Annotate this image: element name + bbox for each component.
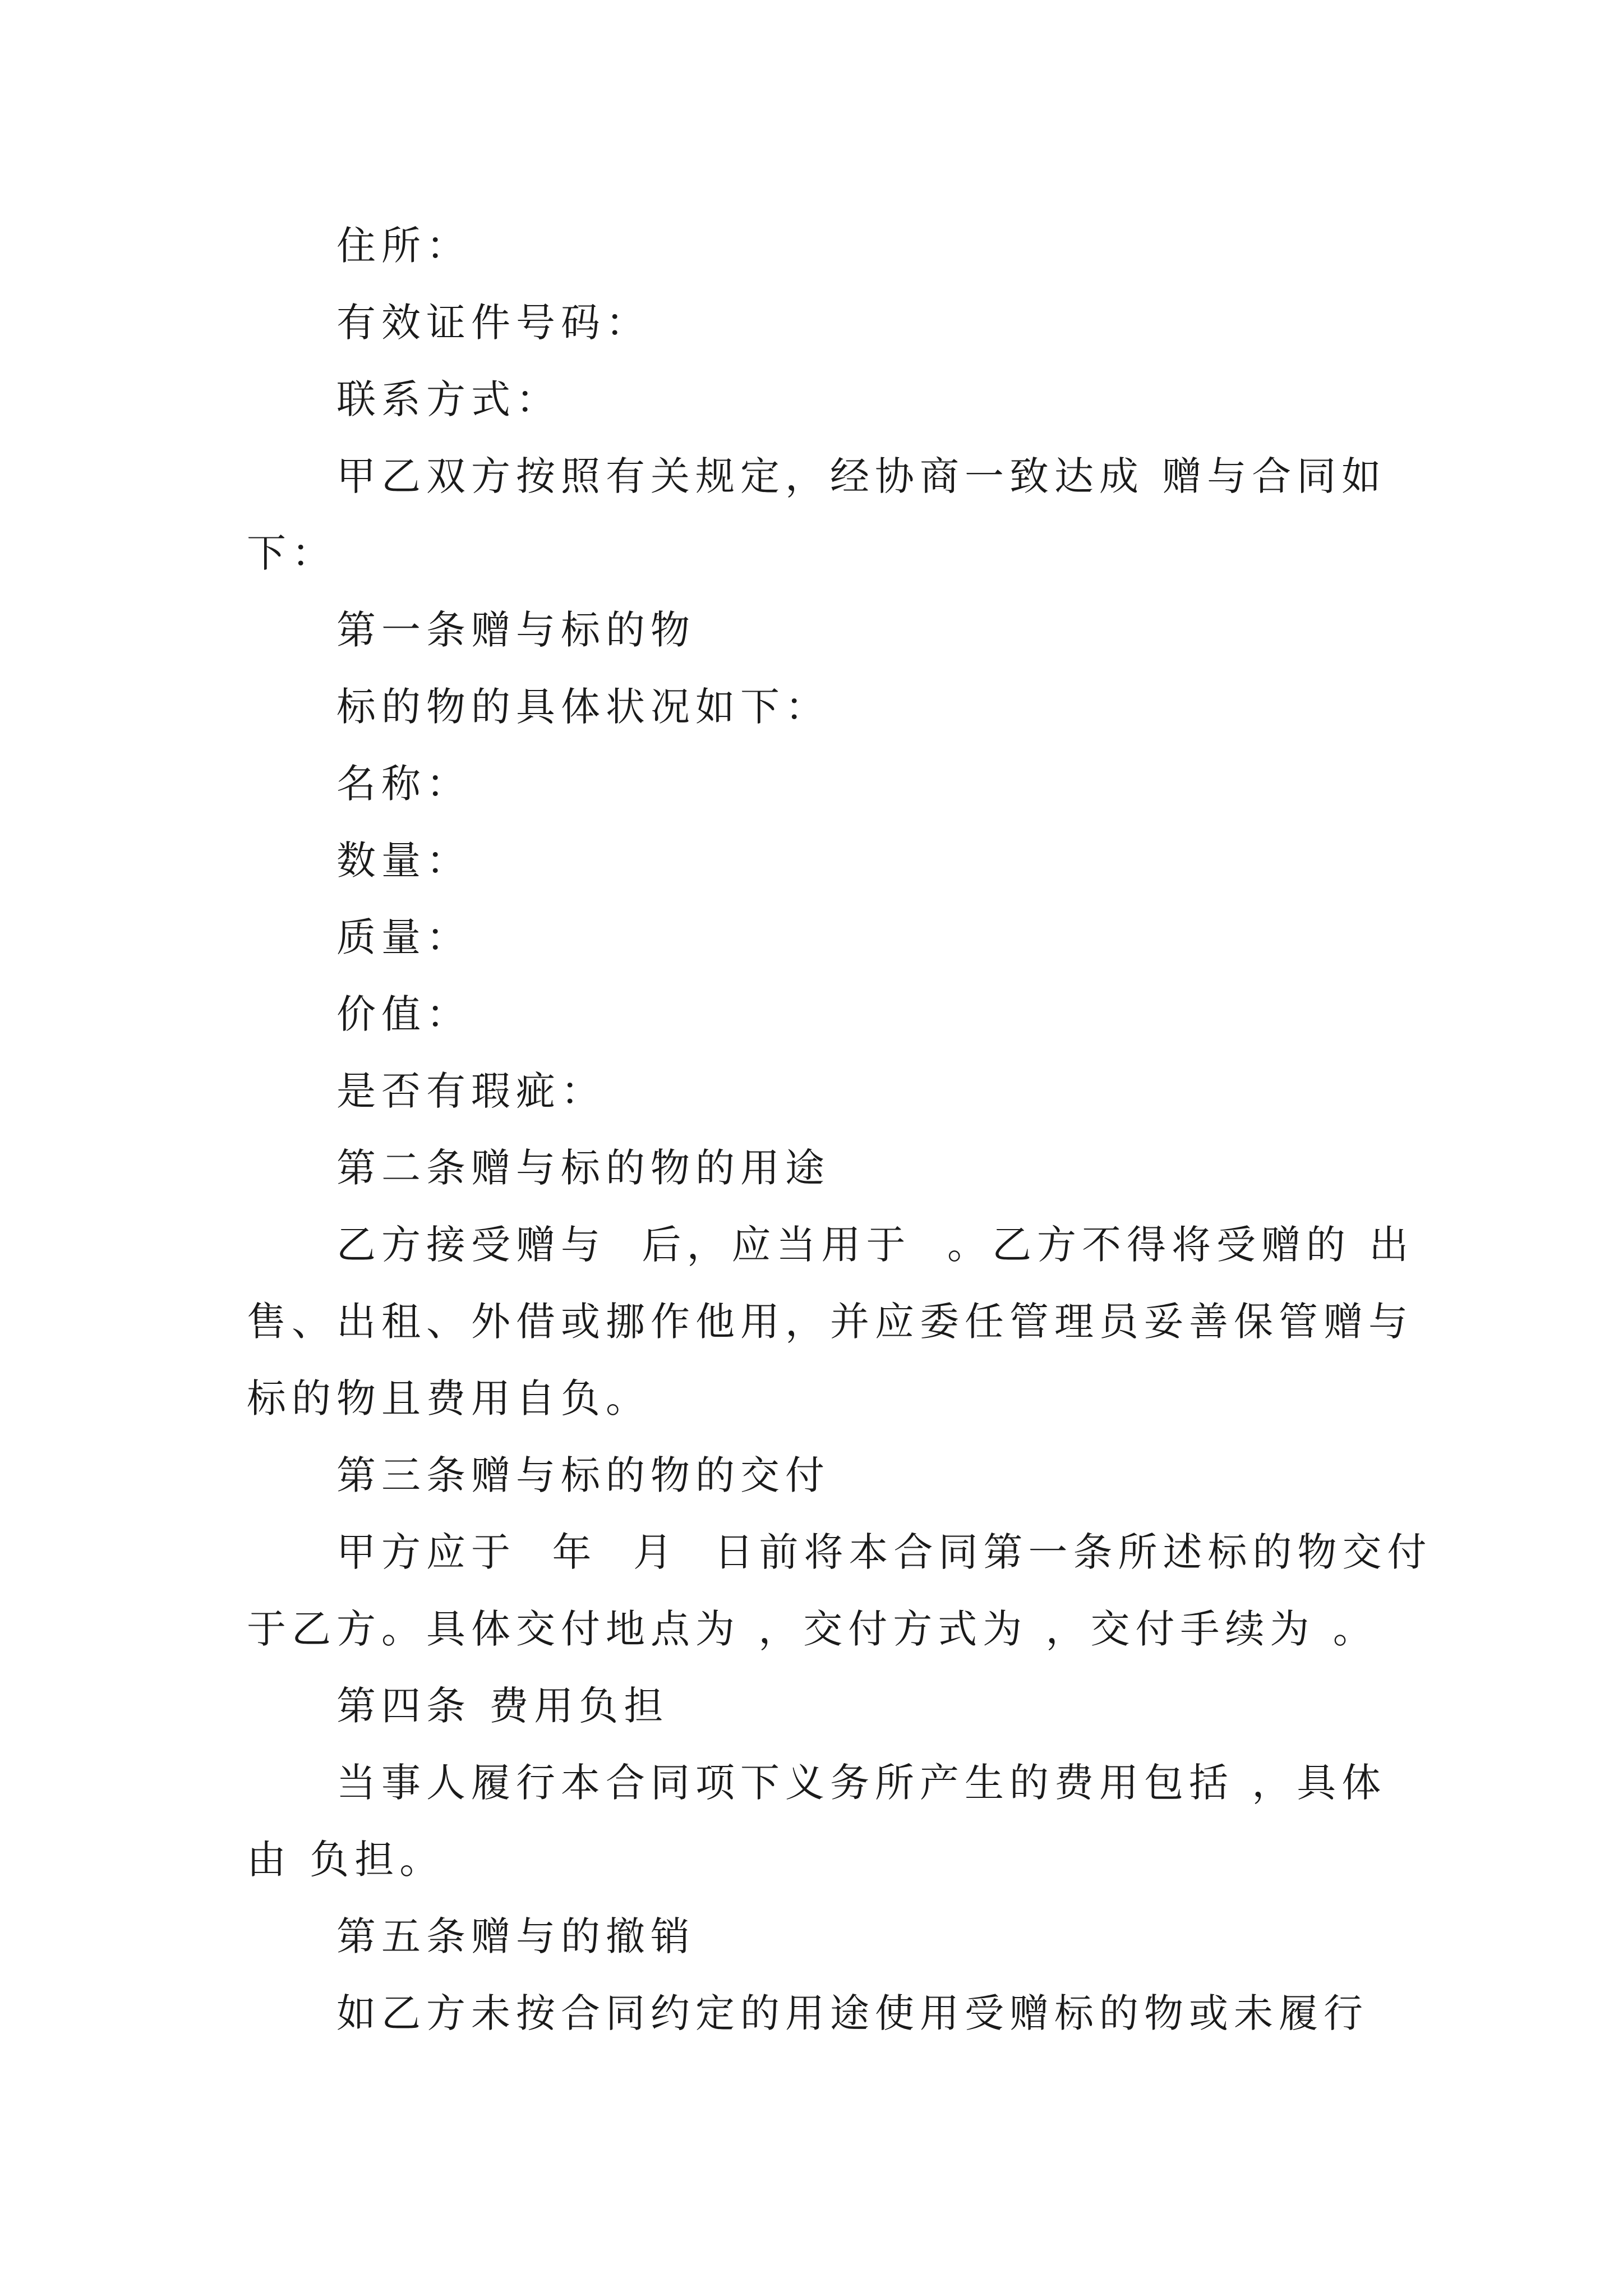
text-line-usage-2: 售、出租、外借或挪作他用，并应委任管理员妥善保管赠与 — [247, 1299, 1413, 1345]
article-1-heading: 第一条赠与标的物 — [336, 607, 695, 653]
text-line-quality: 质量： — [336, 914, 471, 960]
text-line-revocation-1: 如乙方未按合同约定的用途使用受赠标的物或未履行 — [336, 1990, 1368, 2036]
article-2-heading: 第二条赠与标的物的用途 — [336, 1145, 830, 1191]
text-line-defects: 是否有瑕疵： — [336, 1068, 606, 1114]
text-line-agreement-intro: 甲乙双方按照有关规定，经协商一致达成 赠与合同如 — [336, 453, 1387, 499]
text-line-costs-2: 由 负担。 — [247, 1837, 445, 1883]
article-5-heading: 第五条赠与的撤销 — [336, 1913, 695, 1959]
contract-body — [247, 208, 1432, 2052]
text-line-usage-1: 乙方接受赠与 后，应当用于 。乙方不得将受赠的 出 — [336, 1222, 1414, 1268]
text-line-residence: 住所： — [336, 223, 471, 269]
text-line-costs-1: 当事人履行本合同项下义务所产生的费用包括 ，具体 — [336, 1760, 1387, 1806]
text-line-quantity: 数量： — [336, 838, 471, 884]
text-line-contact: 联系方式： — [336, 376, 561, 422]
text-line-item-details: 标的物的具体状况如下： — [336, 684, 830, 730]
text-line-value: 价值： — [336, 991, 471, 1037]
text-line-delivery-1: 甲方应于 年 月 日前将本合同第一条所述标的物交付 — [336, 1529, 1432, 1575]
text-line-delivery-2: 于乙方。具体交付地点为 ，交付方式为 ，交付手续为 。 — [247, 1606, 1378, 1652]
article-4-heading: 第四条 费用负担 — [336, 1683, 669, 1729]
text-line-id-number: 有效证件号码： — [336, 300, 651, 346]
article-3-heading: 第三条赠与标的物的交付 — [336, 1452, 830, 1498]
text-line-agreement-intro-cont: 下： — [247, 530, 336, 576]
text-line-usage-3: 标的物且费用自负。 — [247, 1375, 651, 1421]
text-line-name: 名称： — [336, 761, 471, 807]
